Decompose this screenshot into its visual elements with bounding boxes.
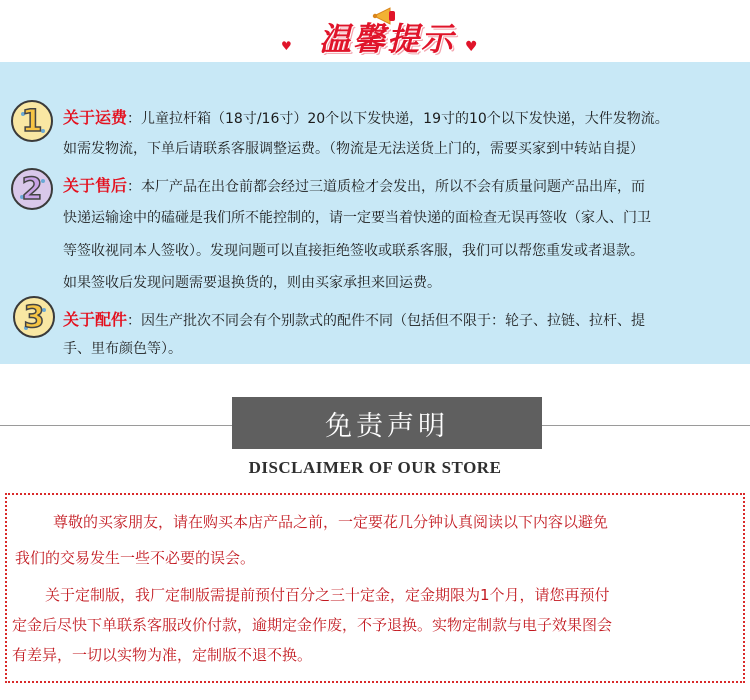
tip-shipping-text: ：儿童拉杆箱（18寸/16寸）20个以下发快递，19寸的10个以下发快递，大件发物流。: [127, 111, 669, 127]
number-three-icon: [13, 296, 55, 338]
tips-header: [0, 0, 750, 62]
tip-after-sales-line4: 如果签收后发现问题需要退换货的，则由买家承担来回运费。: [63, 275, 441, 291]
tip-after-sales: [63, 176, 747, 197]
number-two-icon: [11, 168, 53, 210]
tip-after-sales-line2: 快递运输途中的磕碰是我们所不能控制的，请一定要当着快递的面检查无误再签收（家人、门卫: [63, 210, 651, 226]
tip-parts-key: 关于配件: [63, 310, 128, 329]
tip-shipping-line2: 如需发物流，下单后请联系客服调整运费。（物流是无法送货上门的，需要买家到中转站自提）: [63, 141, 644, 157]
tip-after-sales-text: ：本厂产品在出仓前都会经过三道质检才会发出，所以不会有质量问题产品出库，而: [127, 179, 646, 195]
page-title: 温馨提示: [318, 20, 455, 58]
notice-p2-line3: 有差异，一切以实物为准，定制版不退不换。: [12, 646, 313, 664]
disclaimer-subtitle: DISCLAIMER OF OUR STORE: [248, 458, 502, 477]
tip-parts-text: ：因生产批次不同会有个别款式的配件不同（包括但不限于：轮子、拉链、拉杆、提: [127, 313, 646, 329]
tip-shipping-key: 关于运费: [63, 108, 128, 127]
heart-icon: ♥: [281, 39, 292, 53]
disclaimer-title: 免责声明: [232, 397, 542, 449]
number-one-icon: [11, 100, 53, 142]
heart-icon: ♥: [465, 39, 478, 55]
badge-number: 2: [21, 171, 43, 207]
notice-p2-line2: 定金后尽快下单联系客服改价付款，逾期定金作废，不予退换。实物定制款与电子效果图会: [12, 616, 613, 634]
tip-after-sales-line3: 等签收视同本人签收）。发现问题可以直接拒绝签收或联系客服，我们可以帮您重发或者退款。: [63, 243, 644, 259]
tip-shipping: [63, 108, 747, 129]
tip-parts-line2: 手、里布颜色等）。: [63, 341, 182, 357]
tip-parts: [63, 310, 747, 331]
notice-p1-line2: 我们的交易发生一些不必要的误会。: [15, 549, 256, 567]
badge-number: 1: [21, 103, 43, 139]
badge-number: 3: [23, 299, 45, 335]
notice-p1-line1: 尊敬的买家朋友，请在购买本店产品之前，一定要花几分钟认真阅读以下内容以避免: [53, 513, 609, 531]
tip-after-sales-key: 关于售后: [63, 176, 128, 195]
notice-p2-line1: 关于定制版，我厂定制版需提前预付百分之三十定金，定金期限为1个月，请您再预付: [45, 586, 610, 604]
